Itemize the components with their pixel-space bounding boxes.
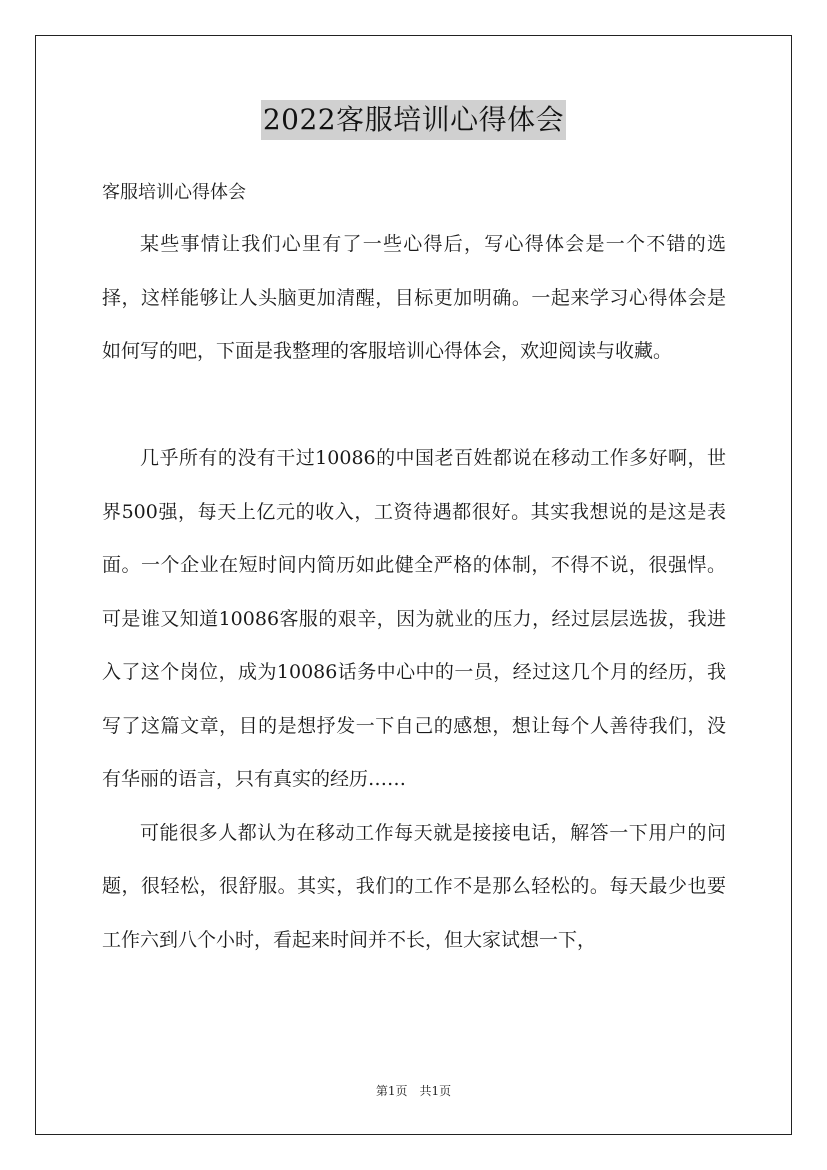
- paragraph-10086: 几乎所有的没有干过10086的中国老百姓都说在移动工作多好啊，世界500强，每天上亿元的收入，工资待遇都很好。其实我想说的是这是表面。一个企业在短时间内简历如此健全严格的体制，不得不说，很强悍。可是谁又知道10086客服的艰辛，因为就业的压力，经过层层选拔，我进入了这个岗位，成为10086话务中心中的一员，经过这几个月的经历，我写了这篇文章，目的是想抒发一下自己的感想，想让每个人善待我们，没有华丽的语言，只有真实的经历……: [102, 447, 726, 790]
- page-footer: [0, 1083, 827, 1099]
- paragraph-spacer: [102, 379, 726, 433]
- title-wrap: [0, 100, 827, 140]
- document-title: 2022客服培训心得体会: [261, 100, 566, 140]
- document-body: [102, 218, 726, 967]
- paragraph-work: 可能很多人都认为在移动工作每天就是接接电话，解答一下用户的问题，很轻松，很舒服。其实，我们的工作不是那么轻松的。每天最少也要工作六到八个小时，看起来时间并不长，但大家试想一下，: [102, 821, 726, 951]
- page-total: 共1页: [419, 1084, 452, 1098]
- page-number: 第1页: [375, 1084, 408, 1098]
- document-subtitle: 客服培训心得体会: [102, 182, 246, 203]
- paragraph-intro: 某些事情让我们心里有了一些心得后，写心得体会是一个不错的选择，这样能够让人头脑更加清醒，目标更加明确。一起来学习心得体会是如何写的吧，下面是我整理的客服培训心得体会，欢迎阅读与收藏。: [102, 233, 726, 362]
